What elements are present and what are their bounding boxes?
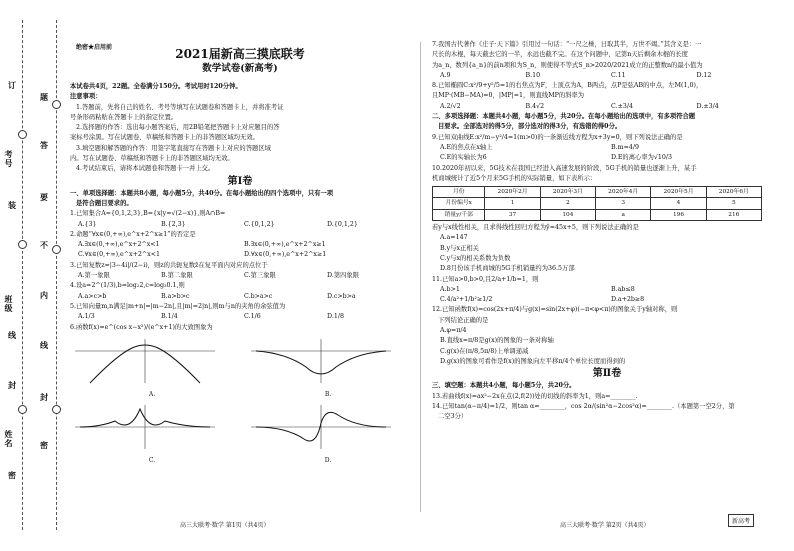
note-line: 1.答题前，先将自己的姓名、考号等填写在试题卷和答题卡上，并将准考证: [76, 103, 284, 111]
option: D.1/8: [327, 313, 344, 321]
graph-c: [70, 401, 234, 465]
option: A.2/√2: [440, 102, 461, 110]
option: C.4/a²+1/b²≥1/2: [440, 296, 493, 304]
question-options: [432, 143, 782, 153]
exam-intro: 本试卷共4页，22题。全卷满分150分。考试用时120分钟。: [70, 83, 242, 90]
part-one-heading: 第Ⅰ卷: [227, 175, 253, 187]
bind-char: 题: [40, 92, 48, 102]
table-cell: a: [596, 209, 651, 220]
right-page: [432, 40, 782, 422]
question-line: 且MP·(MB−MA)=0，|MP|=1，则直线MP的斜率为: [432, 92, 585, 100]
bind-hole: [52, 245, 61, 254]
footer-page-1: 高三大联考·数学 第1页（共4页）: [180, 522, 270, 529]
question-line: 8.已知椭圆C:x²/9+y²/5=1的右焦点为F，上顶点为A，B两点，点P是弦AB的中点，左M(1,0)，: [432, 82, 703, 90]
option: D.∀x∈(0,+∞),e^x+2^x≥1: [244, 251, 327, 259]
question-line: 若y与x线性相关，且求得线性回归方程为ŷ=45x+5，则下列说法正确的是: [432, 224, 639, 232]
bind-char: 密: [8, 470, 16, 480]
bind-char: 答: [40, 140, 48, 150]
option: C.11: [611, 71, 626, 79]
table-cell: 216: [706, 209, 761, 220]
question-stem: 9.已知双曲线E:x²/m−y²/4=1(m>0)的一条渐近线方程为x+3y=0，则下列说法正确的是: [432, 133, 683, 141]
table-cell: 3: [596, 198, 651, 209]
note-line: 案标号涂黑。写在试题卷、草稿纸和答题卡上的非答题区域均无效。: [70, 134, 259, 142]
option: A.φ=π/4: [440, 327, 467, 335]
graph-d-plot: [246, 401, 396, 453]
option: B.10: [525, 71, 541, 79]
question-options: [70, 240, 410, 250]
question-options: [70, 271, 410, 281]
bind-hole: [18, 130, 27, 139]
option: A.9: [440, 71, 451, 79]
option: C.g(x)在(π/8,5π/8)上单调递减: [440, 347, 529, 355]
table-cell: 1: [485, 198, 540, 209]
option: A.E的焦点在x轴上: [440, 143, 493, 151]
cut-line-inner: [56, 20, 57, 530]
graph-b-label: B.: [324, 391, 332, 399]
option: A.a=147: [440, 234, 468, 242]
graph-c-label: C.: [148, 457, 156, 465]
page-divider: [420, 42, 421, 512]
table-row: [433, 198, 762, 209]
sales-table: [432, 186, 762, 221]
bind-char: 线: [8, 330, 16, 340]
option: B.ab≤8: [611, 285, 635, 293]
table-cell: 月份编号x: [433, 198, 485, 209]
question-stem: 2.命题“∀x∈(0,+∞),e^x+2^x≥1”的否定是: [70, 230, 196, 238]
notes-title: 注意事项：: [70, 93, 102, 101]
question-stem: 11.已知a>0,b>0,且2/a+1/b=1，则: [432, 275, 539, 283]
question-line: 7.我国古代著作《庄子·天下篇》引用过一句话：“一尺之棰，日取其半，万世不竭。”其含义是：一: [432, 41, 702, 48]
option: C.E的实轴长为6: [440, 154, 487, 162]
exam-subtitle: 数学试卷(新高考): [202, 63, 278, 74]
option: A.{3}: [78, 220, 97, 228]
edition-stamp: 新高考: [728, 514, 754, 527]
graph-a-plot: [70, 335, 220, 387]
bind-char: 不: [40, 240, 48, 250]
option: B.直线x=π/8是g(x)的图象的一条对称轴: [440, 337, 554, 345]
option: B.y与x正相关: [440, 244, 479, 252]
footer-page-2: 高三大联考·数学 第2页（共4页）: [560, 522, 650, 529]
question-stem: 5.已知向量m,n满足|m+n|=|m−2n|,且|m|=2|n|,则m与n的夹角的余弦值为: [70, 302, 286, 310]
option: C.1/6: [244, 313, 261, 321]
note-line: 2.选择题的作答：选出每小题答案后，用2B铅笔把答题卡上对应题目的答: [76, 124, 280, 132]
bind-char: 线: [40, 340, 48, 350]
question-line: 10.2020年初以来，5G技术在我国已经进入高速发展的阶段，5G手机的销量也逐渐上升，某手: [432, 164, 697, 172]
option: B.m=4/9: [611, 143, 640, 151]
table-cell: 2020年2月: [485, 187, 540, 198]
graph-a-label: A.: [148, 391, 156, 399]
bind-char: 内: [40, 290, 48, 300]
question-options: [432, 102, 782, 112]
graph-d-label: D.: [324, 457, 332, 465]
section-one-title-cont: 是符合题目要求的。: [76, 199, 133, 207]
question-stem: 1.已知集合A={0,1,2,3},B={x|y=√(2−x)},则A∩B=: [70, 210, 226, 218]
option: D.±3/4: [696, 102, 719, 110]
table-row: [433, 187, 762, 198]
bind-char: 订: [8, 80, 16, 90]
question-line: 13.若曲线f(x)=ax²−2x在点(2,f(2))处的切线的斜率为1，则a=________.: [432, 392, 638, 400]
table-cell: 2020年6月: [706, 187, 761, 198]
question-stem: 6.函数f(x)=e^(cos x−x²)/(e^x+1)的大致图象为: [70, 323, 213, 331]
label-class: 班级: [4, 295, 14, 313]
option: A.a>c>b: [78, 292, 107, 300]
option: D.a+2b≥8: [611, 296, 645, 304]
table-cell: 104: [540, 209, 595, 220]
graph-b-plot: [246, 335, 396, 387]
option: C.±3/4: [611, 102, 634, 110]
table-cell: 5: [706, 198, 761, 209]
bind-char: 要: [40, 192, 48, 202]
bind-hole: [52, 405, 61, 414]
table-cell: 2020年5月: [651, 187, 706, 198]
table-cell: 2020年3月: [540, 187, 595, 198]
question-line: 12.已知函数f(x)=cos(2x+π/4)与g(x)=sin(2x+φ)(−π<φ<π)的图象关于y轴对称，则: [432, 306, 678, 314]
table-cell: 2020年4月: [596, 187, 651, 198]
table-cell: 37: [485, 209, 540, 220]
option: B.4√2: [525, 102, 545, 110]
option: D.g(x)的图象可看作是f(x)的图象向左平移π/4个单位长度而得到的: [440, 357, 626, 365]
bind-char: 封: [8, 380, 16, 390]
option: B.第二象限: [161, 272, 193, 280]
table-row: [433, 209, 762, 220]
graph-b: [246, 335, 410, 399]
option: C.∀x∈(0,+∞),e^x+2^x<1: [78, 251, 160, 259]
table-cell: 2: [540, 198, 595, 209]
left-page: [70, 40, 410, 465]
bind-hole: [18, 240, 27, 249]
question-line: 尺长的木棍，每天截去它的一半，永远也截不完。在这个问题中，记第n天后剩余木棍的长度: [432, 51, 688, 59]
bind-char: 封: [40, 392, 48, 402]
option: C.第三象限: [244, 272, 276, 280]
section-two-title-cont: 目要求。全部选对的得5分，部分选对的得3分，有选错的得0分。: [438, 123, 622, 131]
exam-title: 2021届新高三摸底联考: [175, 47, 305, 61]
binding-strip: [0, 0, 66, 551]
option: A.∃x∈(0,+∞),e^x+2^x<1: [78, 241, 160, 249]
graph-d: [246, 401, 410, 465]
bind-char: 密: [40, 440, 48, 450]
option: C.y与x的相关系数为负数: [440, 254, 511, 262]
question-stem: 3.已知复数z=|3−4i|/(2−i)，则z的共轭复数z̄在复平面内对应的点位于: [70, 261, 268, 269]
note-line: 内。写在试题卷、草稿纸和答题卡上的非答题区域均无效。: [70, 155, 234, 163]
question-options: [432, 71, 782, 81]
question-options: [432, 295, 782, 305]
option: D.12: [696, 71, 712, 79]
question-line: 下列结论正确的是: [438, 316, 489, 324]
secret-mark: 绝密★启用前: [76, 44, 113, 51]
option: A.第一象限: [78, 272, 110, 280]
option: D.第四象限: [327, 272, 360, 280]
question-options: [432, 153, 782, 163]
bind-char: 装: [8, 200, 16, 210]
option: C.{0,1,2}: [244, 220, 275, 228]
question-line: 二空3分）: [438, 413, 468, 421]
table-cell: 4: [651, 198, 706, 209]
question-line: 为a_n，数列{a_n}的前n项和为S_n，则使得不等式S_n>2020/2021成立的正整数n的最小值为: [432, 61, 703, 69]
label-exam-number: 考号: [4, 150, 14, 168]
graph-a: [70, 335, 234, 399]
option: B.∃x∈(0,+∞),e^x+2^x≥1: [244, 241, 326, 249]
question-options: [70, 292, 410, 302]
question-options: [70, 312, 410, 322]
question-line: 14.已知tan(α−π/4)=1/2，则tan α=________，cos 2α/(sin²α−2cos²α)=________.（本题第一空2分，第: [432, 402, 735, 410]
question-options: [70, 250, 410, 260]
option: A.1/3: [78, 313, 95, 321]
part-two-heading: 第Ⅱ卷: [592, 368, 622, 380]
cut-line-outer: [22, 20, 23, 530]
option: A.b>1: [440, 285, 460, 293]
note-line: 3.填空题和解答题的作答：用签字笔直接写在答题卡上对应的答题区域: [76, 144, 271, 152]
table-cell: 销量y/千部: [433, 209, 485, 220]
option: D.{0,1,2}: [327, 220, 358, 228]
note-line: 4.考试结束后，请将本试题卷和答题卡一并上交。: [76, 165, 215, 173]
option: B.{2,3}: [161, 220, 186, 228]
section-one-title: 一、单项选择题：本题共8小题，每小题5分，共40分。在每小题给出的四个选项中，只有一项: [70, 189, 334, 197]
option: C.b>a>c: [244, 292, 273, 300]
table-cell: 月份: [433, 187, 485, 198]
question-options: [432, 285, 782, 295]
option: D.8月份该手机商城的5G手机销量约为36.5万部: [440, 265, 575, 273]
label-name: 姓名: [4, 430, 14, 448]
function-graphs: [70, 335, 410, 466]
bind-hole: [52, 100, 61, 109]
option: B.1/4: [161, 313, 178, 321]
table-cell: 196: [651, 209, 706, 220]
question-stem: 4.设a=2^(1/3),b=log₂2,c=log₃0.1,则: [70, 282, 185, 290]
bind-hole: [18, 405, 27, 414]
option: B.a>b>c: [161, 292, 190, 300]
note-line: 号条形码粘贴在答题卡上的指定位置。: [70, 113, 178, 121]
section-three-title: 三、填空题：本题共4小题，每小题5分，共20分。: [432, 382, 576, 390]
graph-c-plot: [70, 401, 220, 453]
question-line: 机商城统计了近5个月来5G手机的实际销量，如下表所示：: [432, 174, 597, 182]
section-two-title: 二、多项选择题：本题共4小题，每小题5分，共20分。在每小题给出的选项中，有多项符合题: [432, 113, 696, 121]
question-options: [70, 220, 410, 230]
option: D.E的离心率为√10/3: [611, 154, 673, 162]
option: D.c>b>a: [327, 292, 356, 300]
